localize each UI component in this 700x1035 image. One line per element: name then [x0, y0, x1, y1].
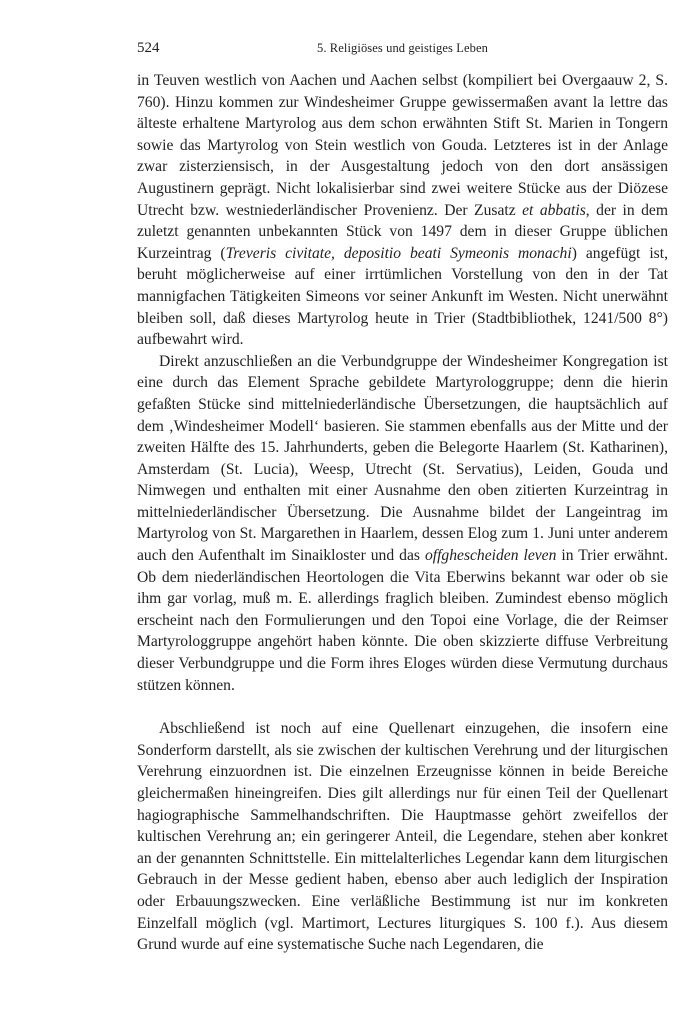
body-text	[137, 70, 668, 956]
text-run: ) angefügt ist, beruht möglicherweise auf einer irrtümlichen Vorstellung von den in der Tat mannigfachen Tätigkeiten Simeons vor seiner Ankunft im Westen. Nicht unerwähnt bleiben soll, daß dieses Martyrolog heute in Trier (Stadtbibliothek, 1241/500 8°) aufbewahrt wird.	[137, 244, 668, 349]
running-head: 5. Religiöses und geistiges Leben	[317, 41, 488, 55]
page-number: 524	[137, 40, 160, 56]
dutch-term: offghescheiden leven	[424, 547, 557, 565]
text-run: Direkt anzuschließen an die Verbundgruppe der Windesheimer Kongregation ist eine durch das Element Sprache gebildete Martyrologgruppe; denn die hierin gefaßten Stücke sind mittelniederländische Übersetzungen, die hauptsächlich auf dem ‚Windesheimer Modell‘ basieren. Sie stammen ebenfalls aus der Mitte und der zweiten Hälfte des 15. Jahrhunderts, geben die Belegorte Haarlem (St. Katharinen), Amsterdam (St. Lucia), Weesp, Utrecht (St. Servatius), Leiden, Gouda und Nimwegen und enthalten mit einer Ausnahme den oben zitierten Kurzeintrag in mittelniederländischer Übersetzung. Die Ausnahme bildet der Langeintrag im Martyrolog von St. Margarethen in Haarlem, dessen Elog zum 1. Juni unter anderem auch den Aufenthalt im Sinaikloster und das	[137, 352, 668, 565]
text-run: in Teuven westlich von Aachen und Aachen selbst (kompiliert bei Overgaauw 2, S. 760). Hinzu kommen zur Windesheimer Gruppe gewissermaßen avant la lettre das älteste erhaltene Martyrolog aus dem schon erwähnten Stift St. Marien in Tongern sowie das Martyrolog von Stein westlich von Gouda. Letzteres ist in der Anlage zwar zisterziensisch, in der Ausgestaltung jedoch von den dort ansässigen Augustinern geprägt. Nicht lokalisierbar sind zwei weitere Stücke aus der Diözese Utrecht bzw. westniederländischer Provenienz. Der Zusatz	[137, 72, 668, 219]
paragraph	[137, 70, 668, 351]
latin-term: et abbatis	[522, 201, 586, 219]
text-run: Abschließend ist noch auf eine Quellenart einzugehen, die insofern eine Sonderform darstellt, als sie zwischen der kultischen Verehrung und der liturgischen Verehrung einzuordnen ist. Die einzelnen Erzeugnisse können in beide Bereiche gleichermaßen hineingreifen. Dies gilt allerdings nur für einen Teil der Quellenart hagiographische Sammelhandschriften. Die Hauptmasse gehört zweifellos der kultischen Verehrung an; ein geringerer Anteil, die Legendare, stehen aber konkret an der genannten Schnittstelle. Ein mittelalterliches Legendar kann dem liturgischen Gebrauch in der Messe gedient haben, ebenso aber auch lediglich der Inspiration oder Erbauungszwecken. Eine verläßliche Bestimmung ist nur im konkreten Einzelfall möglich (vgl. Martimort, Lectures liturgiques S. 100 f.). Aus diesem Grund wurde auf eine systematische Suche nach Legendaren, die	[137, 720, 668, 954]
page-header	[137, 36, 668, 60]
book-page	[137, 36, 668, 956]
text-run: in Trier erwähnt. Ob dem niederländischen Heortologen die Vita Eberwins bekannt war oder ob sie ihm gar vorlag, muß m. E. allerdings fraglich bleiben. Zumindest ebenso möglich erscheint nach den Formulierungen und den Topoi eine Vorlage, die der Reimser Martyrologgruppe angehört haben könnte. Die oben skizzierte diffuse Verbreitung dieser Verbundgruppe und die Form ihres Eloges würden diese Vermutung durchaus stützen können.	[137, 547, 669, 694]
text-run: , der in dem zuletzt genannten unbekannten Stück von 1497 dem in dieser Gruppe üblichen Kurzeintrag (	[137, 201, 668, 262]
latin-quote: Treveris civitate, depositio beati Symeonis monachi	[225, 244, 572, 262]
paragraph	[137, 351, 668, 697]
paragraph	[137, 718, 668, 956]
